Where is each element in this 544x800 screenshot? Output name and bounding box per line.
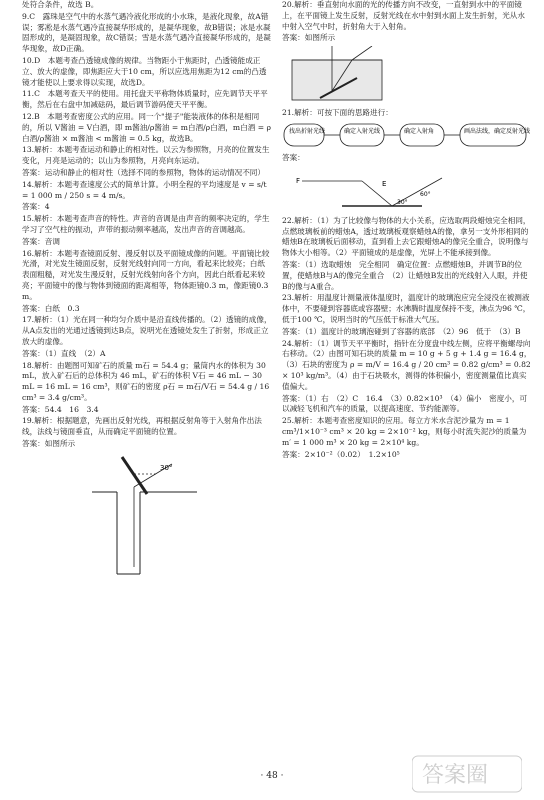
answer-18: 18.解析：由题图可知矿石的质量 m石 = 54.4 g；量筒内水的体积为 30 mL，放入矿石后的总体积为 46 mL，矿石的体积 V石 = 46 mL − 30 mL = 16 mL = 16 cm³，则矿石的密度 ρ石 = m石/V石 = 54.4 g / 16 cm³ = 3.4 g/cm³。 <box>22 360 270 402</box>
answer-24: 24.解析：（1）调节天平平衡时，指针在分度盘中线左侧，应将平衡螺母向右移动。（2）由图可知石块的质量 m = 10 g + 5 g + 1.4 g = 16.4 g，（3）石块的密度为 ρ = m/V = 16.4 g / 20 cm³ = 0.82 g/cm³ = 0.82 × 10³ kg/m³。（4）由于石块吸水，测得的体积偏小，密度测量值比真实值偏大。 <box>282 338 532 391</box>
answer-25-final: 答案：2×10⁻²（0.02） 1.2×10⁵ <box>282 449 400 459</box>
label-F: F <box>296 176 301 185</box>
answer-18-final: 答案：54.4 16 3.4 <box>22 404 99 414</box>
answer-8-tail: 处符合条件，故选 B。 <box>22 0 99 9</box>
flow-step-1: 找出折射光线 <box>289 127 326 135</box>
figure-19-angle-label: 30° <box>160 463 173 472</box>
answer-20-final: 答案：如图所示 <box>282 33 336 43</box>
right-column <box>282 0 532 461</box>
label-30: 30° <box>397 198 408 206</box>
answer-9: 9.C 露珠是空气中的水蒸气遇冷液化形成的小水珠，是液化现象，故A错误；雾凇是水蒸气遇冷直接凝华形成的，是凝华现象，故B错误；冰是水凝固形成的，是凝固现象，故C错误；雪是水蒸气遇冷直接凝华形成的，是凝华现象，故D正确。 <box>22 11 271 54</box>
answer-24-final: 答案：（1）右 （2）C 16.4 （3）0.82×10³ （4）偏小 密度小，可以减轻飞机和汽车的质量，以提高速度、节约能源等。 <box>282 393 528 414</box>
watermark-logo <box>412 754 522 794</box>
answer-16-final: 答案：白纸 0.3 <box>22 303 80 313</box>
answer-13-final: 答案：运动和静止的相对性（选择不同的参照物，物体的运动情况不同） <box>22 167 265 177</box>
watermark-text: 答案圈 <box>422 763 489 788</box>
answer-17-final: 答案：（1）直线 （2）A <box>22 348 106 358</box>
answer-16: 16.解析：本题考查镜面反射、漫反射以及平面镜成像的问题。平面镜比较光滑，对光发生镜面反射，反射光线射向同一方向，看起来比较亮；白纸表面粗糙，对光发生漫反射，反射光线射向各个方向，因此白纸看起来较亮；平面镜中的像与物体到镜面的距离相等，物体距镜0.3 m，像距镜0.3 m。 <box>22 248 270 301</box>
answer-15: 15.解析：本题考查声音的特性。声音的音调是由声音的频率决定的，学生学习了空气柱的振动，声带的振动频率越高，发出声音的音调越高。 <box>22 214 270 234</box>
answer-22-final: 答案：（1）选取蜡烛 完全相同 确定位置：点燃蜡烛B，并调节B的位置，使蜡烛B与A的像完全重合 （2）让蜡烛B发出的光线射入人眼，并使B的像与A重合。 <box>282 259 528 291</box>
figure-20-water-mirror <box>282 46 532 106</box>
answer-19-final: 答案：如图所示 <box>22 439 76 449</box>
answer-15-final: 答案：音调 <box>22 236 60 246</box>
answer-19: 19.解析：根据题意，先画出反射光线，再根据反射角等于入射角作出法线，法线与镜面垂直，从而确定平面镜的位置。 <box>22 416 262 437</box>
left-column <box>22 0 272 579</box>
answer-14-final: 答案：4 <box>22 202 50 212</box>
page-number: · 48 · <box>260 771 284 781</box>
answer-11: 11.C 本题考查天平的使用。用托盘天平称物体质量时，应先调节天平平衡，然后在右盘中加减砝码，最后调节游码使天平平衡。 <box>22 89 268 110</box>
answer-25: 25.解析：本题考查密度知识的应用。每立方米水含泥沙量为 m = 1 cm³/1×10⁻³ cm³ × 20 kg = 2×10⁻² kg，则每小时流失泥沙的质量为 m′ = 1 000 m³ × 20 kg = 2×10⁴ kg。 <box>282 416 527 447</box>
answer-14: 14.解析：本题考查速度公式的简单计算。小明全程的平均速度是 v = s/t = 1 000 m / 250 s = 4 m/s。 <box>22 179 267 200</box>
answer-22: 22.解析：（1）为了比较像与物体的大小关系，应选取两段蜡烛完全相同，点燃玻璃板前的蜡烛A，透过玻璃板观察蜡烛A的像，拿另一支外形相同的蜡烛B在玻璃板后面移动，直到看上去它跟蜡烛A的像完全重合，说明像与物体大小相等。（2）平面镜成的是虚像，光屏上不能承接到像。 <box>282 215 531 258</box>
answer-21-final: 答案： <box>282 152 305 162</box>
figure-19-mirror-well <box>22 452 272 577</box>
flow-step-4: 画出法线，确定反射光线 <box>464 127 531 135</box>
answer-20: 20.解析：垂直射向水面的光的传播方向不改变，一直射到水中的平面镜上，在平面镜上发生反射，反射光线在水中射到水面上发生折射，光从水中射入空气中时，折射角大于入射角。 <box>282 0 525 31</box>
answer-10: 10.D 本题考查凸透镜成像的规律。当物距小于焦距时，凸透镜能成正立、放大的虚像，即焦距应大于10 cm，所以应选用焦距为12 cm的凸透镜才能使以上要求得以实现，故选D。 <box>22 55 267 87</box>
flowchart-21 <box>282 121 532 151</box>
figure-20-svg <box>282 46 532 106</box>
flowchart-21-svg <box>282 121 532 151</box>
figure-21-svg <box>282 166 532 214</box>
answer-17: 17.解析：（1）光在同一种均匀介质中是沿直线传播的。（2）透镜的成像，从A点发出的光通过透镜到达B点，说明光在透镜处发生了折射，形成正立放大的虚像。 <box>22 315 272 346</box>
figure-21-reflection <box>282 166 532 214</box>
figure-19-svg <box>22 452 272 577</box>
label-E: E <box>382 179 387 188</box>
answer-23-final: 答案：（1）温度计的玻璃泡碰到了容器的底部 （2）96 低于 （3）B <box>282 326 521 336</box>
answer-12: 12.B 本题考查密度公式的应用。同一个"提子"能装液体的体积是相同的，所以 V酱油 = V白酒，即 m酱油/ρ酱油 = m白酒/ρ白酒，m白酒 = ρ白酒/ρ酱油 × m酱油 < m酱油 = 0.5 kg，故选B。 <box>22 111 271 143</box>
label-60: 60° <box>420 190 431 198</box>
answer-13: 13.解析：本题考查运动和静止的相对性。以云为参照物，月亮的位置发生变化，月亮是运动的；以山为参照物，月亮向东运动。 <box>22 145 270 166</box>
answer-21: 21.解析：可按下面的思路进行： <box>282 108 393 118</box>
flow-step-3: 确定入射角 <box>404 127 435 135</box>
flow-step-2: 确定入射光线 <box>344 127 381 135</box>
answer-23: 23.解析：用温度计测量液体温度时，温度计的玻璃泡应完全浸没在被测液体中，不要碰到容器底或容器壁；水沸腾时温度保持不变，沸点为96 ℃，低于100 ℃，说明当时的气压低于标准大气压。 <box>282 293 531 324</box>
